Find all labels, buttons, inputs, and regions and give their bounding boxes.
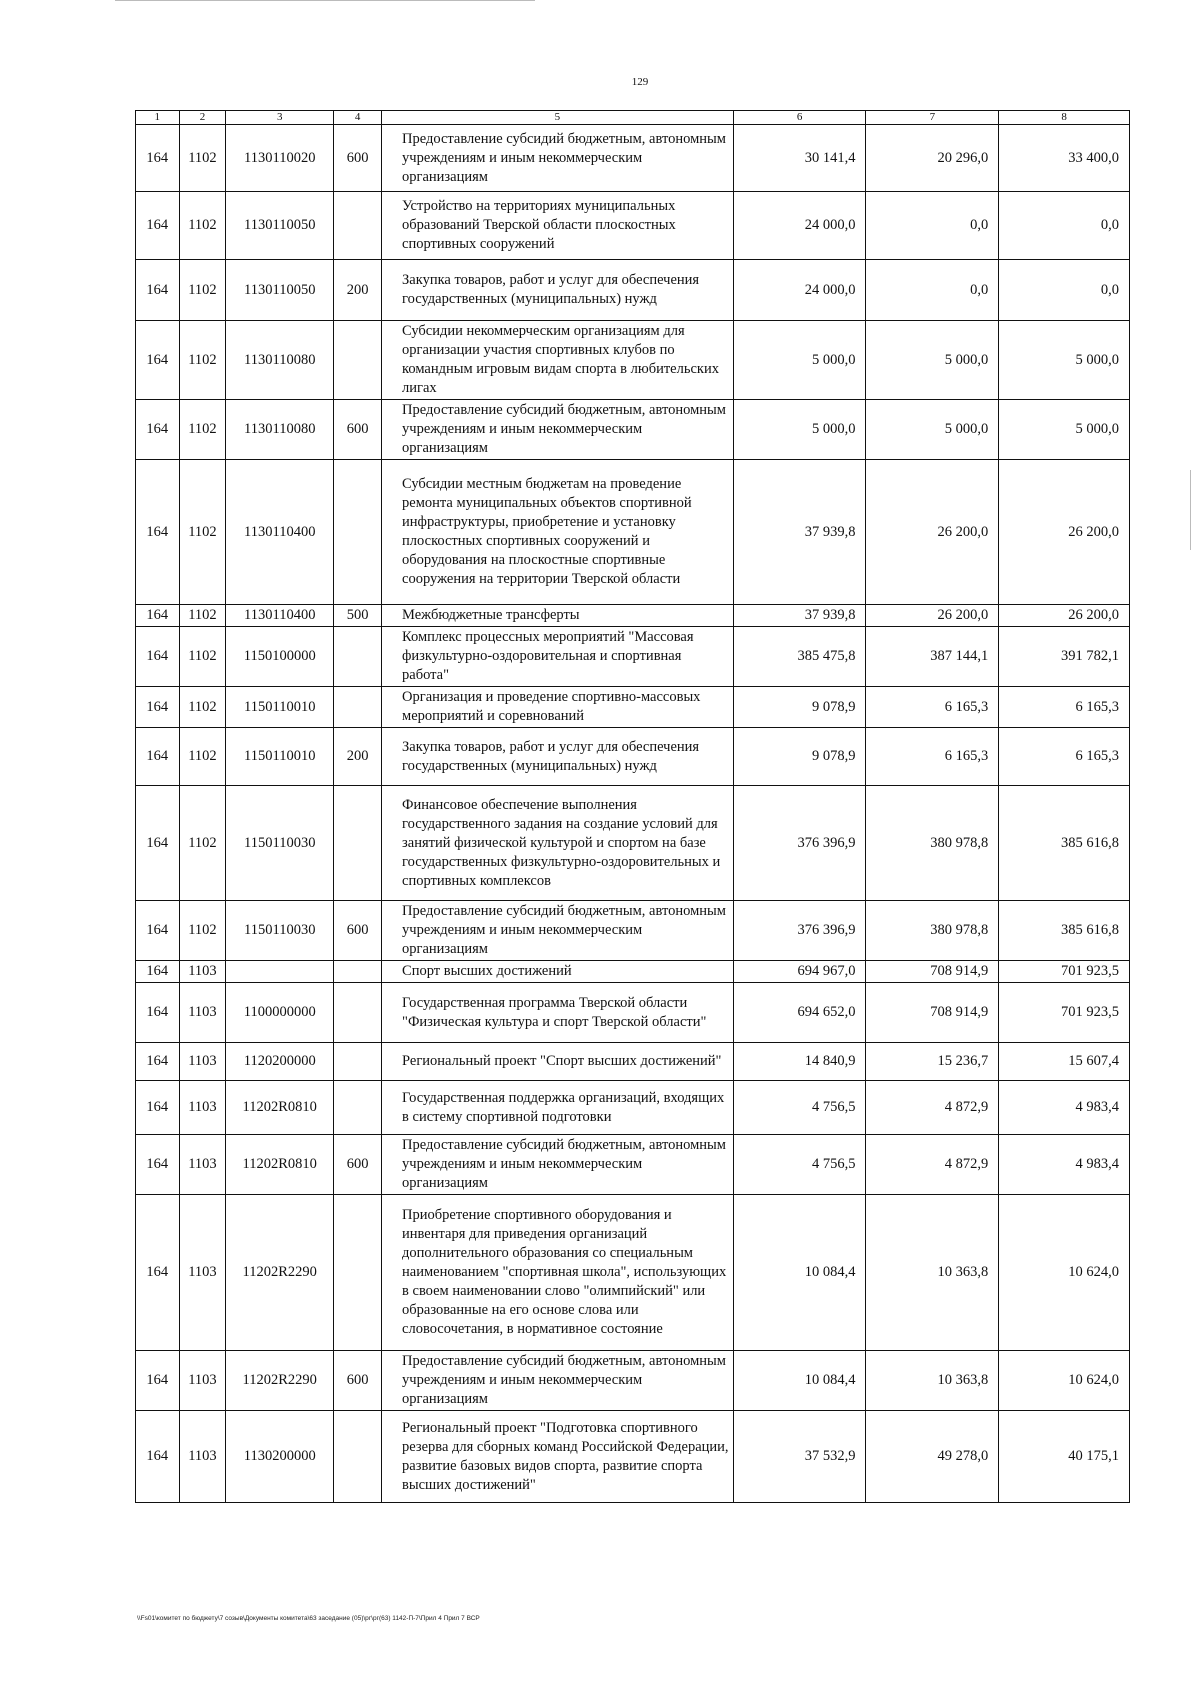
item-name-cell: Организация и проведение спортивно-массовых мероприятий и соревнований — [382, 687, 734, 728]
amount-year3-cell: 4 983,4 — [999, 1135, 1130, 1195]
column-number: 3 — [226, 111, 334, 125]
expense-type-cell: 600 — [334, 125, 382, 192]
amount-year1-cell: 694 967,0 — [733, 961, 866, 983]
target-article-cell — [226, 961, 334, 983]
target-article-cell: 11202R2290 — [226, 1351, 334, 1411]
table-row — [136, 400, 1130, 460]
expense-type-cell — [334, 786, 382, 901]
amount-year2-cell: 26 200,0 — [866, 460, 999, 605]
target-article-cell: 1150110010 — [226, 687, 334, 728]
amount-year3-cell: 33 400,0 — [999, 125, 1130, 192]
amount-year1-cell: 9 078,9 — [733, 728, 866, 786]
amount-year1-cell: 5 000,0 — [733, 400, 866, 460]
expense-type-cell — [334, 1411, 382, 1503]
item-name-cell: Государственная поддержка организаций, входящих в систему спортивной подготовки — [382, 1081, 734, 1135]
admin-code-cell: 164 — [136, 1081, 180, 1135]
amount-year2-cell: 10 363,8 — [866, 1195, 999, 1351]
amount-year3-cell: 701 923,5 — [999, 983, 1130, 1043]
amount-year3-cell: 26 200,0 — [999, 605, 1130, 627]
section-code-cell: 1103 — [179, 1081, 226, 1135]
column-number: 1 — [136, 111, 180, 125]
amount-year3-cell: 701 923,5 — [999, 961, 1130, 983]
scan-artifact — [1190, 470, 1191, 550]
section-code-cell: 1102 — [179, 260, 226, 321]
section-code-cell: 1102 — [179, 125, 226, 192]
target-article-cell: 1120200000 — [226, 1043, 334, 1081]
item-name-cell: Предоставление субсидий бюджетным, автономным учреждениям и иным некоммерческим организациям — [382, 901, 734, 961]
section-code-cell: 1102 — [179, 192, 226, 260]
table-row — [136, 961, 1130, 983]
table-row — [136, 605, 1130, 627]
admin-code-cell: 164 — [136, 1043, 180, 1081]
expense-type-cell — [334, 1195, 382, 1351]
target-article-cell: 1130110080 — [226, 400, 334, 460]
amount-year3-cell: 10 624,0 — [999, 1195, 1130, 1351]
section-code-cell: 1103 — [179, 1043, 226, 1081]
admin-code-cell: 164 — [136, 125, 180, 192]
expense-type-cell — [334, 192, 382, 260]
item-name-cell: Приобретение спортивного оборудования и инвентаря для приведения организаций дополнительного образования со специальным наименованием "спортивная школа", использующих в своем наименовании слово "олимпийский" или образованные на его основе слова или словосочетания, в нормативное состояние — [382, 1195, 734, 1351]
amount-year3-cell: 40 175,1 — [999, 1411, 1130, 1503]
admin-code-cell: 164 — [136, 260, 180, 321]
expense-type-cell — [334, 687, 382, 728]
target-article-cell: 1150100000 — [226, 627, 334, 687]
table-row — [136, 627, 1130, 687]
admin-code-cell: 164 — [136, 192, 180, 260]
budget-table — [135, 110, 1130, 1503]
item-name-cell: Устройство на территориях муниципальных образований Тверской области плоскостных спортивных сооружений — [382, 192, 734, 260]
target-article-cell: 1130110080 — [226, 321, 334, 400]
target-article-cell: 1150110030 — [226, 901, 334, 961]
section-code-cell: 1102 — [179, 460, 226, 605]
column-number: 6 — [733, 111, 866, 125]
table-row — [136, 1195, 1130, 1351]
admin-code-cell: 164 — [136, 901, 180, 961]
table-row — [136, 260, 1130, 321]
amount-year1-cell: 14 840,9 — [733, 1043, 866, 1081]
section-code-cell: 1103 — [179, 961, 226, 983]
column-number: 5 — [382, 111, 734, 125]
amount-year1-cell: 694 652,0 — [733, 983, 866, 1043]
target-article-cell: 1100000000 — [226, 983, 334, 1043]
admin-code-cell: 164 — [136, 321, 180, 400]
item-name-cell: Региональный проект "Подготовка спортивного резерва для сборных команд Российской Федерации, развитие базовых видов спорта, развитие спорта высших достижений" — [382, 1411, 734, 1503]
table-row — [136, 460, 1130, 605]
amount-year3-cell: 15 607,4 — [999, 1043, 1130, 1081]
amount-year1-cell: 10 084,4 — [733, 1195, 866, 1351]
section-code-cell: 1102 — [179, 687, 226, 728]
amount-year1-cell: 10 084,4 — [733, 1351, 866, 1411]
expense-type-cell — [334, 627, 382, 687]
column-number: 2 — [179, 111, 226, 125]
item-name-cell: Финансовое обеспечение выполнения государственного задания на создание условий для занятий физической культурой и спортом на базе государственных физкультурно-оздоровительных и спортивных комплексов — [382, 786, 734, 901]
amount-year2-cell: 4 872,9 — [866, 1081, 999, 1135]
admin-code-cell: 164 — [136, 961, 180, 983]
amount-year2-cell: 6 165,3 — [866, 687, 999, 728]
target-article-cell: 11202R0810 — [226, 1135, 334, 1195]
amount-year2-cell: 49 278,0 — [866, 1411, 999, 1503]
table-row — [136, 1043, 1130, 1081]
target-article-cell: 1130110400 — [226, 460, 334, 605]
amount-year2-cell: 10 363,8 — [866, 1351, 999, 1411]
item-name-cell: Межбюджетные трансферты — [382, 605, 734, 627]
table-row — [136, 1351, 1130, 1411]
amount-year1-cell: 24 000,0 — [733, 192, 866, 260]
amount-year3-cell: 5 000,0 — [999, 321, 1130, 400]
expense-type-cell — [334, 1081, 382, 1135]
section-code-cell: 1102 — [179, 728, 226, 786]
expense-type-cell: 500 — [334, 605, 382, 627]
item-name-cell: Предоставление субсидий бюджетным, автономным учреждениям и иным некоммерческим организациям — [382, 400, 734, 460]
expense-type-cell — [334, 460, 382, 605]
amount-year2-cell: 0,0 — [866, 260, 999, 321]
expense-type-cell — [334, 1043, 382, 1081]
admin-code-cell: 164 — [136, 786, 180, 901]
amount-year2-cell: 387 144,1 — [866, 627, 999, 687]
item-name-cell: Закупка товаров, работ и услуг для обеспечения государственных (муниципальных) нужд — [382, 728, 734, 786]
column-number-row — [136, 111, 1130, 125]
amount-year3-cell: 26 200,0 — [999, 460, 1130, 605]
item-name-cell: Спорт высших достижений — [382, 961, 734, 983]
table-row — [136, 125, 1130, 192]
column-number: 7 — [866, 111, 999, 125]
section-code-cell: 1102 — [179, 321, 226, 400]
amount-year2-cell: 6 165,3 — [866, 728, 999, 786]
target-article-cell: 11202R0810 — [226, 1081, 334, 1135]
table-row — [136, 728, 1130, 786]
target-article-cell: 1130110020 — [226, 125, 334, 192]
amount-year1-cell: 4 756,5 — [733, 1081, 866, 1135]
section-code-cell: 1103 — [179, 1351, 226, 1411]
column-number: 4 — [334, 111, 382, 125]
section-code-cell: 1103 — [179, 1135, 226, 1195]
admin-code-cell: 164 — [136, 1135, 180, 1195]
amount-year2-cell: 708 914,9 — [866, 961, 999, 983]
amount-year3-cell: 5 000,0 — [999, 400, 1130, 460]
table-row — [136, 901, 1130, 961]
item-name-cell: Субсидии некоммерческим организациям для организации участия спортивных клубов по командным игровым видам спорта в любительских лигах — [382, 321, 734, 400]
admin-code-cell: 164 — [136, 1351, 180, 1411]
amount-year1-cell: 5 000,0 — [733, 321, 866, 400]
amount-year2-cell: 26 200,0 — [866, 605, 999, 627]
amount-year1-cell: 9 078,9 — [733, 687, 866, 728]
amount-year2-cell: 708 914,9 — [866, 983, 999, 1043]
amount-year3-cell: 6 165,3 — [999, 687, 1130, 728]
table-row — [136, 1135, 1130, 1195]
amount-year1-cell: 385 475,8 — [733, 627, 866, 687]
table-row — [136, 192, 1130, 260]
amount-year3-cell: 385 616,8 — [999, 786, 1130, 901]
table-row — [136, 983, 1130, 1043]
target-article-cell: 11202R2290 — [226, 1195, 334, 1351]
expense-type-cell: 600 — [334, 400, 382, 460]
admin-code-cell: 164 — [136, 400, 180, 460]
amount-year1-cell: 30 141,4 — [733, 125, 866, 192]
amount-year1-cell: 4 756,5 — [733, 1135, 866, 1195]
section-code-cell: 1103 — [179, 1195, 226, 1351]
amount-year2-cell: 15 236,7 — [866, 1043, 999, 1081]
table-row — [136, 687, 1130, 728]
table-row — [136, 321, 1130, 400]
amount-year2-cell: 5 000,0 — [866, 400, 999, 460]
footer-file-path: \\Fs01\комитет по бюджету\7 созыв\Документы комитета\63 заседание (05)\рг\рг(63) 1142-П-7\Прил 4 Прил 7 ВСР — [137, 1615, 480, 1622]
expense-type-cell — [334, 961, 382, 983]
section-code-cell: 1102 — [179, 605, 226, 627]
item-name-cell: Субсидии местным бюджетам на проведение ремонта муниципальных объектов спортивной инфраструктуры, приобретение и установку плоскостных спортивных сооружений и оборудования на плоскостные спортивные сооружения на территории Тверской области — [382, 460, 734, 605]
admin-code-cell: 164 — [136, 605, 180, 627]
admin-code-cell: 164 — [136, 1411, 180, 1503]
page-number: 129 — [631, 76, 649, 88]
amount-year3-cell: 0,0 — [999, 260, 1130, 321]
amount-year2-cell: 0,0 — [866, 192, 999, 260]
expense-type-cell: 600 — [334, 1351, 382, 1411]
expense-type-cell: 200 — [334, 728, 382, 786]
table-row — [136, 1411, 1130, 1503]
item-name-cell: Предоставление субсидий бюджетным, автономным учреждениям и иным некоммерческим организациям — [382, 125, 734, 192]
amount-year1-cell: 37 939,8 — [733, 605, 866, 627]
amount-year1-cell: 37 532,9 — [733, 1411, 866, 1503]
table-row — [136, 1081, 1130, 1135]
section-code-cell: 1102 — [179, 627, 226, 687]
column-number: 8 — [999, 111, 1130, 125]
table-row — [136, 786, 1130, 901]
amount-year3-cell: 0,0 — [999, 192, 1130, 260]
amount-year2-cell: 20 296,0 — [866, 125, 999, 192]
expense-type-cell — [334, 983, 382, 1043]
item-name-cell: Региональный проект "Спорт высших достижений" — [382, 1043, 734, 1081]
admin-code-cell: 164 — [136, 627, 180, 687]
section-code-cell: 1103 — [179, 1411, 226, 1503]
expense-type-cell: 200 — [334, 260, 382, 321]
amount-year3-cell: 6 165,3 — [999, 728, 1130, 786]
expense-type-cell: 600 — [334, 901, 382, 961]
item-name-cell: Комплекс процессных мероприятий "Массовая физкультурно-оздоровительная и спортивная работа" — [382, 627, 734, 687]
amount-year1-cell: 24 000,0 — [733, 260, 866, 321]
amount-year2-cell: 380 978,8 — [866, 786, 999, 901]
item-name-cell: Предоставление субсидий бюджетным, автономным учреждениям и иным некоммерческим организациям — [382, 1351, 734, 1411]
target-article-cell: 1130110050 — [226, 192, 334, 260]
expense-type-cell — [334, 321, 382, 400]
amount-year3-cell: 385 616,8 — [999, 901, 1130, 961]
admin-code-cell: 164 — [136, 687, 180, 728]
amount-year2-cell: 4 872,9 — [866, 1135, 999, 1195]
target-article-cell: 1130110050 — [226, 260, 334, 321]
admin-code-cell: 164 — [136, 460, 180, 605]
target-article-cell: 1130200000 — [226, 1411, 334, 1503]
amount-year3-cell: 4 983,4 — [999, 1081, 1130, 1135]
amount-year1-cell: 376 396,9 — [733, 786, 866, 901]
amount-year2-cell: 5 000,0 — [866, 321, 999, 400]
admin-code-cell: 164 — [136, 983, 180, 1043]
expense-type-cell: 600 — [334, 1135, 382, 1195]
amount-year1-cell: 37 939,8 — [733, 460, 866, 605]
scan-artifact — [115, 0, 535, 1]
amount-year2-cell: 380 978,8 — [866, 901, 999, 961]
item-name-cell: Государственная программа Тверской области "Физическая культура и спорт Тверской области" — [382, 983, 734, 1043]
target-article-cell: 1150110030 — [226, 786, 334, 901]
target-article-cell: 1150110010 — [226, 728, 334, 786]
item-name-cell: Закупка товаров, работ и услуг для обеспечения государственных (муниципальных) нужд — [382, 260, 734, 321]
amount-year1-cell: 376 396,9 — [733, 901, 866, 961]
section-code-cell: 1103 — [179, 983, 226, 1043]
admin-code-cell: 164 — [136, 1195, 180, 1351]
target-article-cell: 1130110400 — [226, 605, 334, 627]
section-code-cell: 1102 — [179, 901, 226, 961]
section-code-cell: 1102 — [179, 786, 226, 901]
admin-code-cell: 164 — [136, 728, 180, 786]
amount-year3-cell: 10 624,0 — [999, 1351, 1130, 1411]
section-code-cell: 1102 — [179, 400, 226, 460]
item-name-cell: Предоставление субсидий бюджетным, автономным учреждениям и иным некоммерческим организациям — [382, 1135, 734, 1195]
amount-year3-cell: 391 782,1 — [999, 627, 1130, 687]
